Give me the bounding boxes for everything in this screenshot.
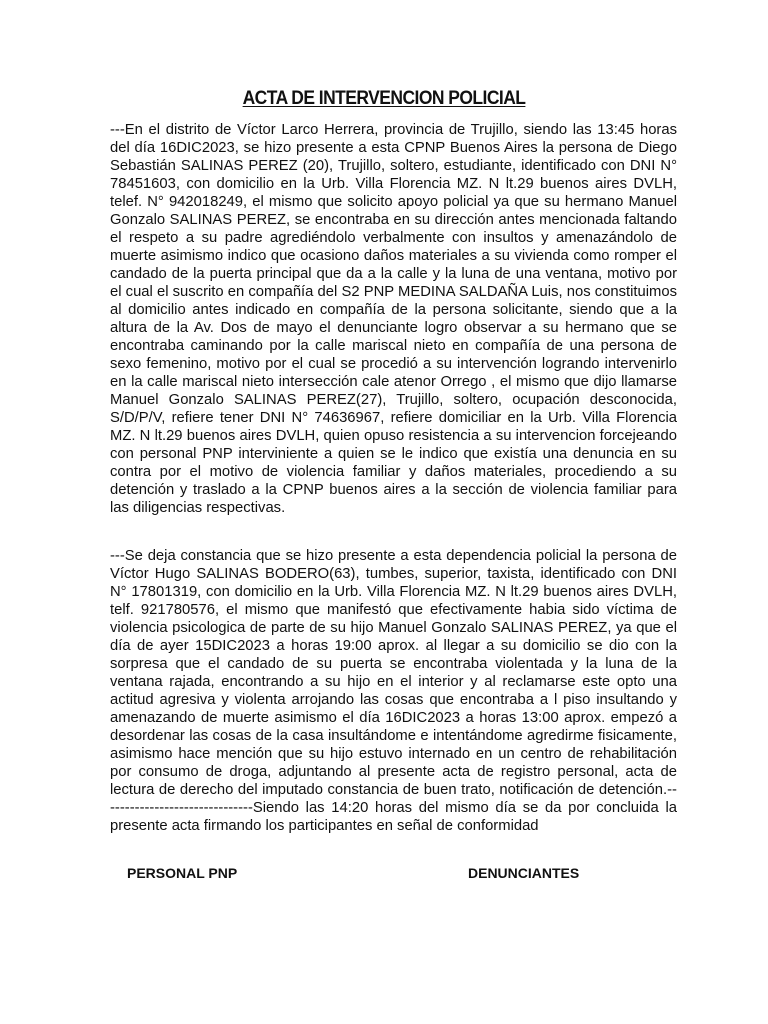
signature-label-personal-pnp: PERSONAL PNP: [127, 865, 238, 881]
signature-label-denunciantes: DENUNCIANTES: [468, 865, 580, 881]
paragraph-intervention: ---En el distrito de Víctor Larco Herrera, provincia de Trujillo, siendo las 13:45 horas del día 16DIC2023, se hizo presente a esta CPNP Buenos Aires la persona de Diego Sebastián SALINAS PEREZ (20), Trujillo, soltero, estudiante, identificado con DNI N° 78451603, con domicilio en la Urb. Villa Florencia MZ. N lt.29 buenos aires DVLH, telef. N° 942018249, el mismo que solicito apoyo policial ya que su hermano Manuel Gonzalo SALINAS PEREZ, se encontraba en su dirección antes mencionada faltando el respeto a su padre agrediéndolo verbalmente con insultos y amenazándolo de muerte asimismo indico que ocasiono daños materiales a su vivienda como romper el candado de la puerta principal que da a la calle y la luna de una ventana, motivo por el cual el suscrito en compañía del S2 PNP MEDINA SALDAÑA Luis, nos constituimos al domicilio antes indicado en compañía de la persona solicitante, siendo que a la altura de la Av. Dos de mayo el denunciante logro observar a su hermano que se encontraba caminando por la calle mariscal nieto en compañía de una persona de sexo femenino, motivo por el cual se procedió a su intervención logrando intervenirlo en la calle mariscal nieto intersección cale atenor Orrego , el mismo que dijo llamarse Manuel Gonzalo SALINAS PEREZ(27), Trujillo, soltero, ocupación desconocida, S/D/P/V, refiere tener DNI N° 74636967, refiere domiciliar en la Urb. Villa Florencia MZ. N lt.29 buenos aires DVLH, quien opuso resistencia a su intervencion forcejeando con personal PNP interviniente a quien se le indico que existía una denuncia en su contra por el motivo de violencia familiar y daños materiales, procediendo a su detención y traslado a la CPNP buenos aires a la sección de violencia familiar para las diligencias respectivas.: [110, 122, 677, 516]
paragraph-constancia: ---Se deja constancia que se hizo presente a esta dependencia policial la persona de Víctor Hugo SALINAS BODERO(63), tumbes, superior, taxista, identificado con DNI N° 17801319, con domicilio en la Urb. Villa Florencia MZ. N lt.29 buenos aires DVLH, telf. 921780576, el mismo que manifestó que efectivamente habia sido víctima de violencia psicologica de parte de su hijo Manuel Gonzalo SALINAS PEREZ, ya que el día de ayer 15DIC2023 a horas 19:00 aprox. al llegar a su domicilio se dio con la sorpresa que el candado de su puerta se encontraba violentada y la luna de la ventana rajada, encontrando a su hijo en el interior y al reclamarse este opto una actitud agresiva y violenta arrojando las cosas que encontraba a l piso insultando y amenazando de muerte asimismo el día 16DIC2023 a horas 13:00 aprox. empezó a desordenar las cosas de la casa insultándome e intentándome agredirme fisicamente, asimismo hace mención que su hijo estuvo internado en un centro de rehabilitación por consumo de droga, adjuntando al presente acta de registro personal, acta de lectura de derecho del imputado constancia de buen trato, notificación de detención.-------------------------------Siendo las 14:20 horas del mismo día se da por concluida la presente acta firmando los participantes en señal de conformidad: [110, 548, 677, 834]
document-title: ACTA DE INTERVENCION POLICIAL: [242, 88, 526, 109]
